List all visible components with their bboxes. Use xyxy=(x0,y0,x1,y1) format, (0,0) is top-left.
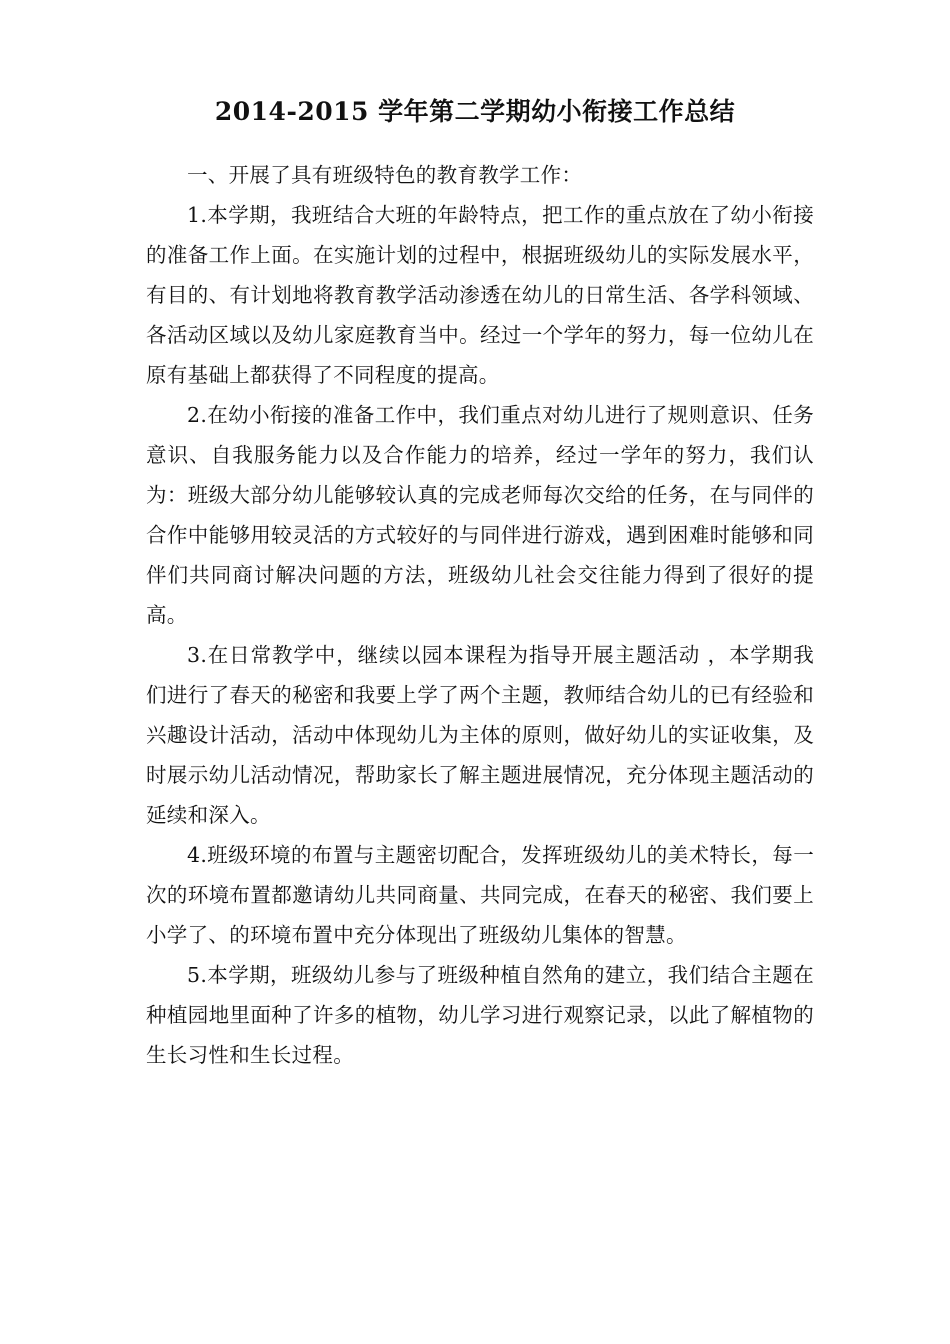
paragraph-item-2: 2.在幼小衔接的准备工作中，我们重点对幼儿进行了规则意识、任务意识、自我服务能力以及合作能力的培养，经过一学年的努力，我们认为：班级大部分幼儿能够较认真的完成老师每次交给的任务，在与同伴的合作中能够用较灵活的方式较好的与同伴进行游戏，遇到困难时能够和同伴们共同商讨解决问题的方法，班级幼儿社会交往能力得到了很好的提高。 xyxy=(146,403,814,627)
paragraph-section-heading: 一、开展了具有班级特色的教育教学工作： xyxy=(187,163,583,187)
paragraph-item-5: 5.本学期，班级幼儿参与了班级种植自然角的建立，我们结合主题在种植园地里面种了许多的植物，幼儿学习进行观察记录，以此了解植物的生长习性和生长过程。 xyxy=(146,963,814,1067)
paragraph-item-1: 1.本学期，我班结合大班的年龄特点，把工作的重点放在了幼小衔接 的准备工作上面。在实施计划的过程中，根据班级幼儿的实际发展水平，有目的、有计划地将教育教学活动渗透在幼儿的日常生活、各学科领域、各活动区域以及幼儿家庭教育当中。经过一个学年的努力，每一位幼儿在原有基础上都获得了不同程度的提高。 xyxy=(146,203,814,387)
paragraph-item-4: 4.班级环境的布置与主题密切配合，发挥班级幼儿的美术特长，每一次的环境布置都邀请幼儿共同商量、共同完成，在春天的秘密、我们要上小学了、的环境布置中充分体现出了班级幼儿集体的智慧。 xyxy=(146,843,814,947)
paragraph-item-3: 3.在日常教学中，继续以园本课程为指导开展主题活动 ，本学期我们进行了春天的秘密和我要上学了两个主题，教师结合幼儿的已有经验和兴趣设计活动，活动中体现幼儿为主体的原则，做好幼儿的实证收集，及时展示幼儿活动情况，帮助家长了解主题进展情况，充分体现主题活动的延续和深入。 xyxy=(146,643,814,827)
document-title: 2014-2015 学年第二学期幼小衔接工作总结 xyxy=(214,97,736,126)
document-body xyxy=(146,155,814,1075)
